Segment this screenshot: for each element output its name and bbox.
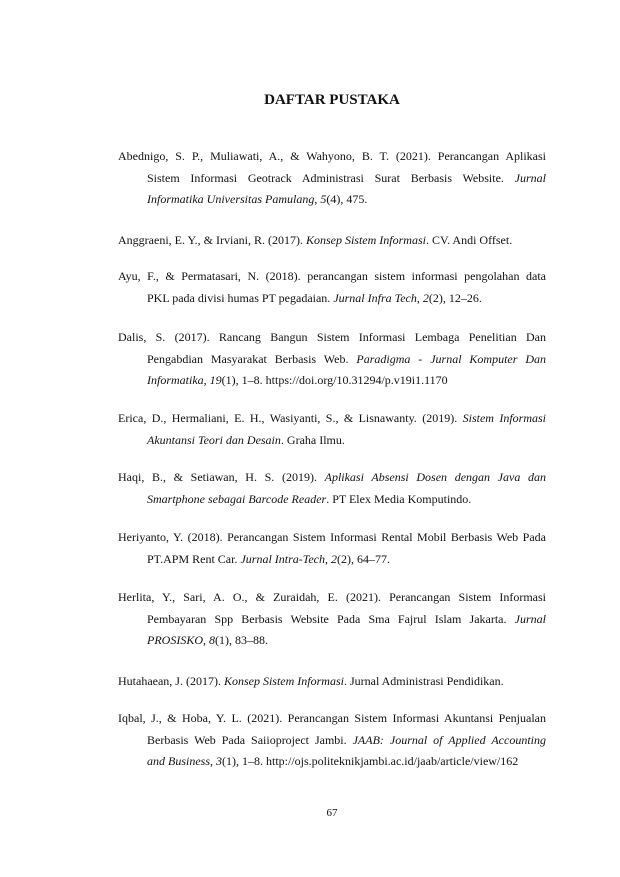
reference-text: Ayu, F., & Permatasari, N. (2018). perancangan sistem informasi pengolahan data [118,269,546,283]
reference-line [118,630,546,652]
reference-italic-text: Aplikasi Absensi Dosen dengan Java dan [324,470,546,484]
reference-entry [118,146,546,211]
reference-text: , [325,551,332,566]
reference-text: Abednigo, S. P., Muliawati, A., & Wahyono, B. T. (2021). Perancangan Aplikasi [118,149,546,163]
reference-text: . Jurnal Administrasi Pendidikan. [343,674,504,688]
reference-text: , [314,192,321,207]
reference-italic-text: Jurnal Infra Tech [333,290,417,305]
reference-text: (1), 1–8. http://ojs.politeknikjambi.ac.id/jaab/article/view/162 [222,754,519,769]
reference-italic-text: Jurnal [514,170,546,185]
reference-line [118,609,546,631]
reference-line [118,408,546,430]
reference-text: Herlita, Y., Sari, A. O., & Zuraidah, E. (2021). Perancangan Sistem Informasi [118,590,546,604]
reference-text: . PT Elex Media Komputindo. [326,491,472,506]
reference-italic-text: and Business [147,754,210,769]
reference-text: (1), 1–8. https://doi.org/10.31294/p.v19i1.1170 [221,373,448,388]
reference-text: (4), 475. [326,192,368,207]
reference-text: , [416,290,423,305]
reference-italic-text: Jurnal [514,611,546,626]
reference-line [118,430,546,452]
reference-line [118,467,546,489]
page-number: 67 [326,807,338,819]
reference-italic-text: Paradigma - Jurnal Komputer Dan [356,351,546,366]
reference-text: Haqi, B., & Setiawan, H. S. (2019). [118,470,325,484]
reference-line [118,266,546,288]
reference-text: Heriyanto, Y. (2018). Perancangan Sistem Informasi Rental Mobil Berbasis Web Pada [118,530,546,544]
reference-text: , [210,754,216,769]
reference-text: PT.APM Rent Car. [147,551,241,566]
reference-volume: 2 [331,551,338,566]
reference-text: Pengabdian Masyarakat Berbasis Web. [147,351,357,366]
reference-line [118,489,546,511]
reference-text: , [203,633,209,648]
reference-text: , [203,373,210,388]
reference-italic-text: Konsep Sistem Informasi [223,674,344,688]
reference-line [118,671,546,693]
reference-entry [118,327,546,392]
reference-line [118,146,546,168]
reference-entry [118,408,546,451]
reference-text: . CV. Andi Offset. [425,233,513,247]
reference-italic-text: Akuntansi Teori dan Desain [147,432,281,447]
reference-line [118,370,546,392]
reference-volume: 2 [422,290,429,305]
reference-line [118,751,546,773]
reference-italic-text: Jurnal Intra-Tech [240,551,326,566]
reference-line [118,288,546,310]
reference-text: Sistem Informasi Geotrack Administrasi Surat Berbasis Website. [147,170,515,185]
reference-entry [118,266,546,309]
reference-volume: 19 [209,373,222,388]
reference-line [118,730,546,752]
reference-line [118,327,546,349]
reference-volume: 8 [209,633,215,648]
reference-italic-text: Smartphone sebagai Barcode Reader [147,491,327,506]
reference-italic-text: Informatika [147,373,204,388]
reference-text: Anggraeni, E. Y., & Irviani, R. (2017). [118,233,306,247]
reference-text: Iqbal, J., & Hoba, Y. L. (2021). Perancangan Sistem Informasi Akuntansi Penjualan [118,711,546,725]
reference-line [118,230,546,252]
reference-text: Erica, D., Hermaliani, E. H., Wasiyanti, S., & Lisnawanty. (2019). [118,411,463,425]
reference-entry [118,527,546,570]
reference-text: (2), 12–26. [428,290,482,305]
reference-entry [118,230,546,252]
reference-italic-text: JAAB: Journal of Applied Accounting [352,732,546,747]
reference-line [118,549,546,571]
reference-italic-text: Konsep Sistem Informasi [305,233,426,247]
reference-entry [118,467,546,510]
reference-text: (2), 64–77. [337,551,391,566]
reference-entry [118,671,546,693]
reference-line [118,349,546,371]
reference-volume: 3 [216,754,222,769]
reference-text: (1), 83–88. [215,633,268,648]
reference-text: Dalis, S. (2017). Rancang Bangun Sistem Informasi Lembaga Penelitian Dan [118,330,546,344]
reference-text: Berbasis Web Pada Saiioproject Jambi. [147,732,353,747]
reference-text: . Graha Ilmu. [280,432,345,447]
page-title: DAFTAR PUSTAKA [264,92,400,108]
reference-text: Pembayaran Spp Berbasis Website Pada Sma Fajrul Islam Jakarta. [147,611,515,626]
reference-entry [118,587,546,652]
reference-volume: 5 [320,192,327,207]
reference-line [118,708,546,730]
reference-line [118,168,546,190]
reference-italic-text: Informatika Universitas Pamulang [147,192,315,207]
reference-line [118,527,546,549]
reference-line [118,587,546,609]
reference-italic-text: PROSISKO [147,633,203,648]
reference-text: Hutahaean, J. (2017). [118,674,224,688]
reference-line [118,189,546,211]
reference-italic-text: Sistem Informasi [462,411,547,425]
reference-entry [118,708,546,773]
reference-text: PKL pada divisi humas PT pegadaian. [147,290,334,305]
